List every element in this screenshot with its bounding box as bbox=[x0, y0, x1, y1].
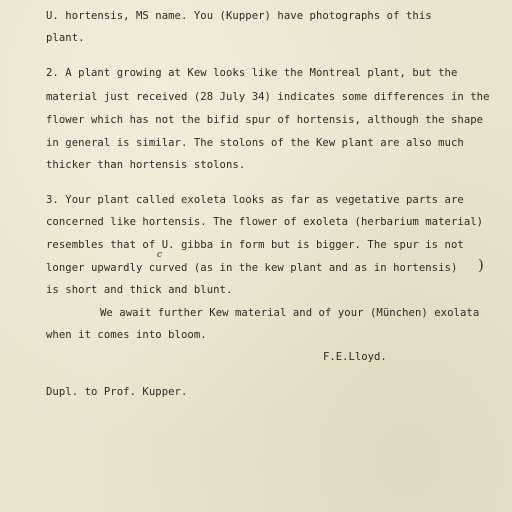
text-line-11: longer upwardly curved (as in the kew plant and as in hortensis) bbox=[46, 262, 458, 274]
text-line-8: 3. Your plant called exoleta looks as far as vegetative parts are bbox=[46, 194, 464, 206]
footer-note: Dupl. to Prof. Kupper. bbox=[46, 386, 188, 398]
text-line-4: material just received (28 July 34) indicates some differences in the bbox=[46, 91, 490, 103]
text-line-9: concerned like hortensis. The flower of exoleta (herbarium material) bbox=[46, 216, 484, 228]
text-line-3: 2. A plant growing at Kew looks like the Montreal plant, but the bbox=[46, 67, 458, 79]
text-line-7: thicker than hortensis stolons. bbox=[46, 159, 246, 171]
text-line-14: when it comes into bloom. bbox=[46, 329, 207, 341]
text-line-5: flower which has not the bifid spur of hortensis, although the shape bbox=[46, 114, 484, 126]
text-line-13: We await further Kew material and of your (München) exolata bbox=[100, 307, 480, 319]
text-line-12: is short and thick and blunt. bbox=[46, 284, 233, 296]
text-line-1: U. hortensis, MS name. You (Kupper) have photographs of this bbox=[46, 10, 432, 22]
text-line-10: resembles that of U. gibba in form but is bigger. The spur is not bbox=[46, 239, 464, 251]
text-line-2: plant. bbox=[46, 32, 85, 44]
handwritten-parenthesis: ) bbox=[478, 256, 484, 274]
handwritten-insertion-c: c bbox=[157, 250, 163, 260]
text-line-6: in general is similar. The stolons of the Kew plant are also much bbox=[46, 137, 464, 149]
signature: F.E.Lloyd. bbox=[323, 351, 387, 363]
